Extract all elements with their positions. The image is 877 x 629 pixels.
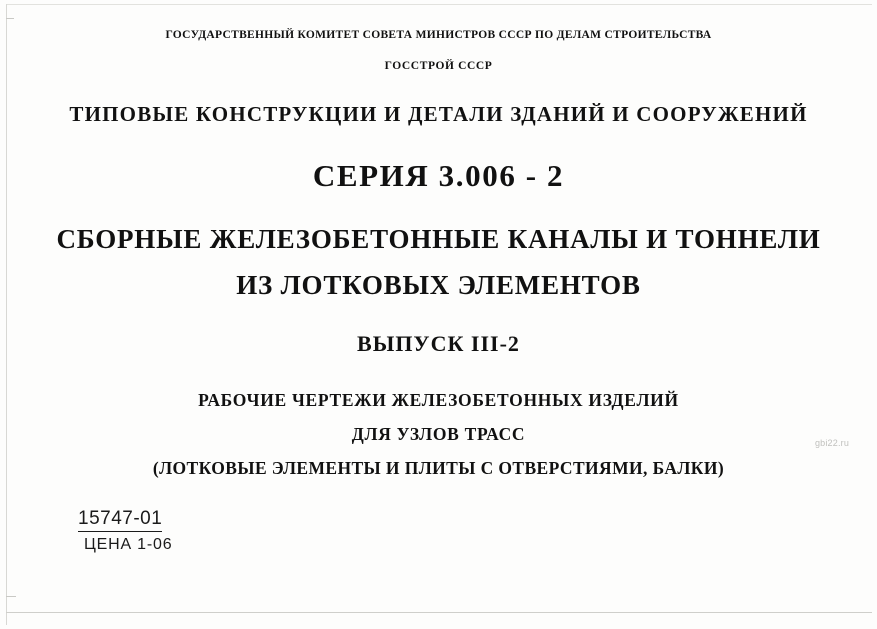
issue-number: ВЫПУСК III-2 <box>357 331 520 356</box>
subtitle-line-1: РАБОЧИЕ ЧЕРТЕЖИ ЖЕЛЕЗОБЕТОННЫХ ИЗДЕЛИЙ <box>198 390 679 410</box>
organization-line-2: ГОССТРОЙ СССР <box>384 60 493 72</box>
scan-tick-bottom <box>6 596 16 597</box>
subtitle-line-2: ДЛЯ УЗЛОВ ТРАСС <box>351 424 526 444</box>
catalog-code: 15747-01 <box>78 508 162 532</box>
catalog-stamp <box>78 508 172 554</box>
main-title-line-1: СБОРНЫЕ ЖЕЛЕЗОБЕТОННЫЕ КАНАЛЫ И ТОННЕЛИ <box>56 224 821 254</box>
watermark-text: gbi22.ru <box>814 438 850 448</box>
main-title-line-2: ИЗ ЛОТКОВЫХ ЭЛЕМЕНТОВ <box>236 270 641 300</box>
scan-edge-bottom <box>6 612 872 613</box>
document-type-title: ТИПОВЫЕ КОНСТРУКЦИИ И ДЕТАЛИ ЗДАНИЙ И СООРУЖЕНИЙ <box>69 102 808 126</box>
series-number: СЕРИЯ 3.006 - 2 <box>312 158 565 193</box>
subtitle-line-3: (ЛОТКОВЫЕ ЭЛЕМЕНТЫ И ПЛИТЫ С ОТВЕРСТИЯМИ, БАЛКИ) <box>152 458 725 478</box>
organization-line-1: ГОСУДАРСТВЕННЫЙ КОМИТЕТ СОВЕТА МИНИСТРОВ СССР ПО ДЕЛАМ СТРОИТЕЛЬСТВА <box>165 29 712 41</box>
catalog-price: ЦЕНА 1-06 <box>84 536 173 553</box>
